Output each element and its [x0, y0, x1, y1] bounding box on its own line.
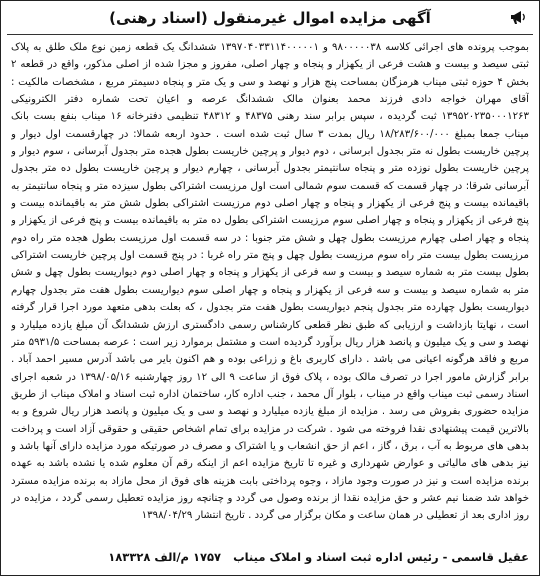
reference-number: ۱۷۵۷ م/الف ۱۸۳۳۲۸	[108, 550, 222, 564]
title-divider	[7, 34, 533, 35]
megaphone-icon	[509, 8, 527, 26]
notice-title: آگهی مزایده اموال غیرمنقول (اسناد رهنی)	[109, 9, 431, 27]
signatory: عقیل قاسمی - رئیس اداره ثبت اسناد و املاک میناب	[233, 550, 529, 564]
notice-header	[3, 3, 537, 33]
notice-body: بموجب پرونده های اجرائی کلاسه ۹۸۰۰۰۰۰۳۸ و ۱۳۹۷۰۴۰۳۳۱۱۴۰۰۰۰۰۱ ششدانگ یک قطعه زمین نوع ملک طلق به پلاک ثبتی سیصد و بیست و هشت فرعی از یکهزار و پنجاه و چهار اصلی، مفروز و مجزا شده از اصلی مذکور، واقع در قطعه ۲ بخش ۴ حوزه ثبتی میناب هرمزگان بمساحت پنج هزار و نهصد و سی و یک متر و پنجاه دسیمتر مربع ، مشخصات مالکیت : آقای مهران خواجه دادی فرزند محمد بعنوان مالک ششدانگ عرصه و اعیان تحت شماره دفتر الکترونیکی ۱۳۹۵۲۰۲۳۵۰۰۰۱۲۶۳ ثبت گردیده ، سپس برابر سند رهنی ۴۸۳۷۵ و ۴۸۳۱۲ تنظیمی دفترخانه ۱۶ میناب بنفع بست بانک میناب جمعا بمبلغ ۱۸/۲۸۳/۶۰۰/۰۰۰ ریال بمدت ۳ سال ثبت شده است . حدود اربعه شمالا: در چهارقسمت اول دیوار و پرچین خاریست بطول نه متر بجدول ابرسانی ، دوم دیوار و پرچین خاریست بطول هجده متر بجدول آبرسانی ، سوم دیوار و پرچین خاریست بطول نوزده متر و پنجاه سانتیمتر بجدول آبرسانی ، چهارم دیوار و پرچین خاریست بطول ده متر بجدول آبرسانی شرقا: در چهار قسمت که قسمت سوم شمالی است اول مرزیست اشتراکی بطول سیزده متر و پنجاه سانتیمتر به باقیمانده بیست و پنج فرعی از یکهزار و پنجاه و چهار اصلی دوم مرزیست اشتراکی بطول شش متر به باقیمانده بیست و پنج فرعی از یکهزار و پنجاه و چهار اصلی سوم مرزیست اشتراکی بطول ده متر به باقیمانده بیست و پنج فرعی از یکهزار و پنجاه و چهار اصلی چهارم مرزیست بطول چهل و شش متر جنوبا : در سه قسمت اول مرزیست بطول هجده متر راه دوم مرزیست بطول بیست متر راه سوم مرزیست بطول چهل و پنج متر راه غربا : در پنج قسمت اول پرچین خاریست اشتراکی بطول بیست متر به شماره سیصد و بیست و سه فرعی از یکهزار و پنجاه و چهار اصلی دوم دیواریست بطول چهل و شش متر به شماره سیصد و بیست و سه فرعی از یکهزار و پنجاه و چهار اصلی سوم دیواریست بطول هفت متر بجدول چهارم دیواریست بطول چهارده متر بجدول پنجم دیواریست بطول هفت متر بجدول ، که بعلت بدهی متعهد مورد اجرا قرار گرفته است ، نهایتا بازداشت و ارزیابی که طبق نظر قطعی کارشناس رسمی دادگستری ارزش ششدانگ آن مبلغ یازده میلیارد و نهصد و سی و یک میلیون و پانصد هزار ریال برآورد گردیده است و مشتمل برموارد زیر است : عرصه بمساحت ۵۹۳۱/۵ متر مربع و فاقد هرگونه اعیانی می باشد . دارای کاربری باغ و زراعی بوده و هم اکنون بایر می باشد آدرس مسیر احمد آباد . برابر گزارش مامور اجرا در تصرف مالک بوده ، پلاک فوق از ساعت ۹ الی ۱۲ روز چهارشنبه ۱۳۹۸/۰۵/۱۶ در شعبه اجرای اسناد رسمی ثبت میناب واقع در میناب ، بلوار آل محمد ، جنب اداره کار، ساختمان اداره ثبت اسناد و املاک میناب از طریق مزایده حضوری بفروش می رسد . مزایده از مبلغ یازده میلیارد و نهصد و سی و یک میلیون و پانصد هزار ریال شروع و به بالاترین قیمت پیشنهادی نقدا فروخته می شود . شرکت در مزایده برای تمام اشخاص حقیقی و حقوقی آزاد است و پرداخت بدهی های مربوط به آب ، برق ، گاز ، اعم از حق انشعاب و یا اشتراک و مصرف در صورتیکه مورد مزایده دارای آنها باشد و نیز بدهی های مالیاتی و عوارض شهرداری و غیره تا تاریخ مزایده اعم از اینکه رقم آن معلوم شده یا نشده باشد به عهده برنده مزایده است و نیز در صورت وجود مازاد ، وجوه پرداختی بابت هزینه های فوق از محل مازاد به برنده مزایده مسترد خواهد شد ضمنا نیم عشر و حق مزایده نقدا از برنده وصول می گردد و چنانچه روز مزایده تعطیل رسمی گردد ، مزایده در روز اداری بعد از تعطیلی در همان ساعت و مکان برگزار می گردد . تاریخ انتشار ۱۳۹۸/۰۴/۲۹	[11, 42, 529, 522]
signature-line	[11, 542, 529, 572]
